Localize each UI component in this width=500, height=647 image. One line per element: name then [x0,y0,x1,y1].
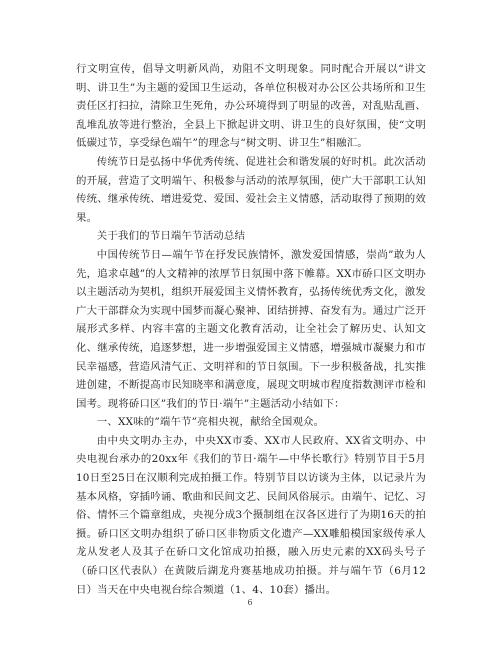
paragraph: 传统节日是弘扬中华优秀传统、促进社会和谐发展的好时机。此次活动的开展，营造了文明端午、积极参与活动的浓厚氛围，使广大干部职工认知传统、继承传统、增进爱党、爱国、爱社会主义情感，活动取得了预期的效果。 [76,155,426,224]
paragraph: 由中央文明办主办，中央XX市委、XX市人民政府、XX省文明办、中央电视台承办的20xx年《我们的节日·端午—中华长歌行》特别节目于5月10日至25日在汉顺利完成拍摄工作。特别节目以访谈为主体，以记录片为基本风格，穿插吟诵、歌曲和民间文艺、民间风俗展示。由端午、记忆、习俗、情怀三个篇章组成，央视分成3个摄制组在汉各区进行了为期16天的拍摄。硚口区文明办组织了硚口区非物质文化遗产—XX雕船模国家级传承人龙从发老人及其子在硚口文化馆成功拍摄，融入历史元素的XX码头号子（硚口区代表队）在黄陂后湖龙舟赛基地成功拍摄。并与端午节（6月12日）当天在中央电视台综合频道（1、4、10套）播出。 [76,434,426,596]
section-heading: 关于我们的节日端午节活动总结 [96,230,246,243]
paragraph: 中国传统节日—端午节在抒发民族情怀，激发爱国情感，崇尚”敢为人先，追求卓越”的人文精神的浓厚节日氛围中落下帷幕。XX市硚口区文明办以主题活动为契机，组织开展爱国主义情怀教育，弘扬传统优秀文化，激发广大干部群众为实现中国梦而凝心聚神、团结拼搏、奋发有为。通过广泛开展形式多样、内容丰富的主题文化教育活动，让全社会了解历史、认知文化、继承传统，追逐梦想，进一步增强爱国主义情感，增强城市凝聚力和市民幸福感，营造风清气正、文明祥和的节日氛围。下一步积极备战，扎实推进创建，不断提高市民知晓率和满意度，展现文明城市程度指数测评市检和国考。现将硚口区”我们的节日·端午”主题活动小结如下： [76,248,426,410]
paragraph: 行文明宣传，倡导文明新风尚，劝阻不文明现象。同时配合开展以“讲文明、讲卫生”为主题的爱国卫生运动，各单位积极对办公区公共场所和卫生责任区打扫拉，清除卫生死角，办公环境得到了明显的改善，对乱贴乱画、乱堆乱放等进行整治，全县上下掀起讲文明、讲卫生的良好氛围，使“文明低碳过节，享受绿色端午”的理念与“树文明、讲卫生”相融汇。 [76,63,426,150]
page-number: 6 [247,598,253,607]
subsection-heading: 一、XX味的”端午节”亮相央视，献给全国观众。 [96,416,325,429]
body-text [76,60,426,599]
